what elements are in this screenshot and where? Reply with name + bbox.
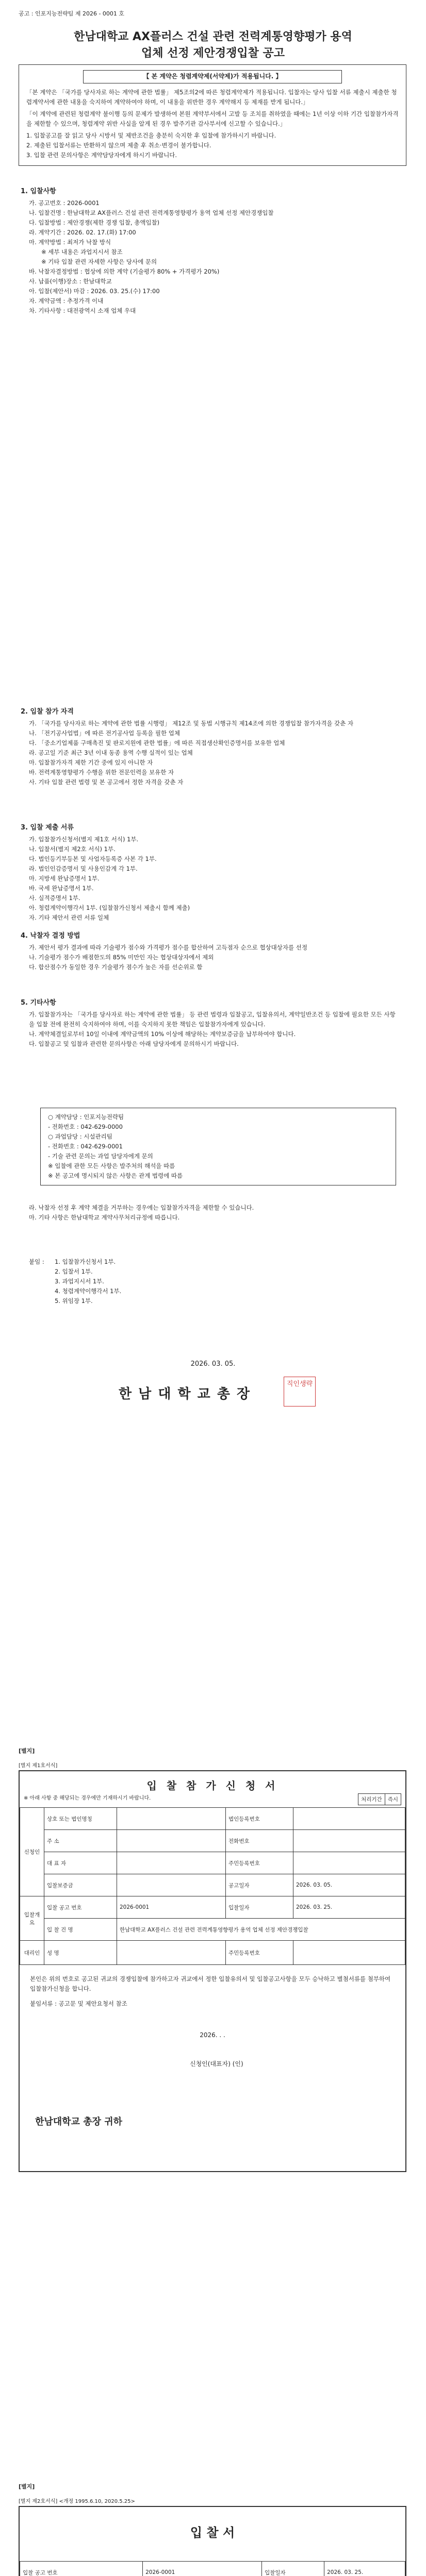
field-label: 전화번호 bbox=[226, 1830, 293, 1852]
field-value[interactable] bbox=[117, 1941, 226, 1965]
annex-label: [별지] bbox=[19, 1748, 35, 1754]
attachment-item: 2. 입찰서 1부. bbox=[55, 1267, 93, 1275]
list-item: 자. 기타 제안서 관련 서류 일체 bbox=[29, 913, 109, 921]
field-value: 2026. 03. 05. bbox=[293, 1874, 405, 1896]
list-item: 사. 실적증명서 1부. bbox=[29, 894, 80, 902]
form-number: [별지 제2호서식] <개정 1995.6.10, 2020.5.25> bbox=[19, 2499, 135, 2504]
attachment-item: 5. 위임장 1부. bbox=[55, 1297, 93, 1304]
notice-date: 2026. 03. 05. bbox=[190, 1360, 236, 1368]
integrity-banner: 【 본 계약은 청렴계약제(서약제)가 적용됩니다. 】 bbox=[83, 70, 342, 83]
list-item: ※ 기타 입찰 관련 자세한 사항은 당사에 문의 bbox=[41, 258, 157, 265]
list-item: 아. 청렴계약이행각서 1부. (입찰참가신청서 제출시 함께 제출) bbox=[29, 904, 190, 911]
list-item: 마. 지방세 완납증명서 1부. bbox=[29, 874, 100, 882]
contact-line: - 기술 관련 문의는 과업 담당자에게 문의 bbox=[48, 1152, 153, 1160]
list-item: 나. 「전기공사업법」에 따른 전기공사업 등록을 필한 업체 bbox=[29, 729, 180, 737]
list-item: 다. 입찰공고 및 입찰과 관련한 문의사항은 아래 담당자에게 문의하시기 바랍니다. bbox=[29, 1040, 239, 1047]
field-value[interactable] bbox=[293, 1852, 405, 1874]
field-label: 공고일자 bbox=[226, 1874, 293, 1896]
list-item: 나. 입찰건명 : 한남대학교 AX플러스 건설 관련 전력계통영향평가 용역 업체 선정 제안경쟁입찰 bbox=[29, 209, 274, 216]
field-label: 입찰일자 bbox=[262, 2562, 324, 2576]
attachments bbox=[29, 1257, 121, 1306]
title-line-2: 업체 선정 제안경쟁입찰 공고 bbox=[141, 46, 285, 60]
applicant-table bbox=[20, 1807, 405, 1965]
list-item: 나. 입찰서(별지 제2호 서식) 1부. bbox=[29, 845, 116, 853]
field-value[interactable] bbox=[293, 1808, 405, 1830]
form-title: 입 찰 서 bbox=[190, 2526, 235, 2540]
field-label: 주 소 bbox=[44, 1830, 117, 1852]
list-item: 라. 계약기간 : 2026. 02. 17.(화) 17:00 bbox=[29, 228, 136, 236]
list-item: ※ 세부 내용은 과업지시서 참조 bbox=[41, 248, 123, 256]
contact-line: ※ 입찰에 관한 모든 사항은 발주처의 해석을 따름 bbox=[48, 1162, 175, 1170]
field-value[interactable] bbox=[293, 1941, 405, 1965]
list-item: 아. 입찰(제안서) 마감 : 2026. 03. 25.(수) 17:00 bbox=[29, 287, 160, 295]
field-value[interactable] bbox=[117, 1830, 226, 1852]
list-item: 바. 전력계통영향평가 수행을 위한 전문인력을 보유한 자 bbox=[29, 768, 174, 776]
field-value: 2026-0001 bbox=[117, 1896, 226, 1919]
list-item: 다. 입찰방법 : 제안경쟁(제한 경쟁 입찰, 총액입찰) bbox=[29, 218, 160, 226]
field-value: 2026. 03. 25. bbox=[324, 2562, 405, 2576]
list-item: 사. 기타 입찰 관련 법령 및 본 공고에서 정한 자격을 갖춘 자 bbox=[29, 778, 184, 786]
field-value[interactable] bbox=[117, 1874, 226, 1896]
field-label: 입찰 공고 번호 bbox=[20, 2562, 143, 2576]
processing-period: 처리기간 즉시 bbox=[358, 1793, 401, 1805]
notice-number: 공고 : 인포지능전략팀 제 2026 - 0001 호 bbox=[19, 10, 125, 17]
attachment-item: 1. 입찰참가신청서 1부. bbox=[55, 1258, 116, 1265]
section-4-body bbox=[29, 943, 400, 972]
section-1-body bbox=[29, 198, 400, 316]
list-item: 자. 계약금액 : 추정가격 이내 bbox=[29, 297, 104, 304]
list-item: 바. 국세 완납증명서 1부. bbox=[29, 884, 94, 892]
section-5-closing bbox=[29, 1203, 400, 1223]
section-heading: 3. 입찰 제출 서류 bbox=[21, 824, 74, 832]
field-value[interactable] bbox=[293, 1830, 405, 1852]
field-label: 대 표 자 bbox=[44, 1852, 117, 1874]
attachment-item: 3. 과업지시서 1부. bbox=[55, 1277, 104, 1285]
list-item: 가. 제안서 평가 결과에 따라 기술평가 점수와 가격평가 점수를 합산하여 고득점자 순으로 협상대상자를 선정 bbox=[29, 944, 307, 951]
field-value: 한남대학교 AX플러스 건설 관련 전력계통영향평가 용역 업체 선정 제안경쟁입찰 bbox=[117, 1919, 405, 1941]
list-item: 마. 계약방법 : 최저가 낙찰 방식 bbox=[29, 238, 111, 246]
section-heading: 5. 기타사항 bbox=[21, 999, 56, 1007]
form-number: [별지 제1호서식] bbox=[19, 1763, 58, 1769]
list-item: 사. 납품(이행)장소 : 한남대학교 bbox=[29, 277, 112, 285]
contact-line: ※ 본 공고에 명시되지 않은 사항은 관계 법령에 따름 bbox=[48, 1172, 183, 1179]
list-item: 가. 입찰참가자는 「국가를 당사자로 하는 계약에 관한 법률」 등 관련 법령과 입찰공고, 입찰유의서, 계약일반조건 등 입찰에 필요한 모든 사항을 입찰 전에 완전히 숙지하여야 하며, 이를 숙지하지 못한 책임은 입찰참가자에게 있습니다. bbox=[29, 1011, 396, 1028]
field-label: 주민등록번호 bbox=[226, 1941, 293, 1965]
list-item: 나. 기술평가 점수가 배점한도의 85% 미만인 자는 협상대상자에서 제외 bbox=[29, 953, 214, 961]
section-heading: 4. 낙찰자 결정 방법 bbox=[21, 932, 80, 940]
page-title bbox=[21, 29, 405, 62]
field-value: 2026-0001 bbox=[143, 2562, 262, 2576]
intro-para: 1. 입찰공고를 잘 읽고 당사 시방서 및 제반조건을 충분히 숙지한 후 입찰에 참가하시기 바랍니다. bbox=[26, 131, 276, 139]
field-label: 성 명 bbox=[44, 1941, 117, 1965]
field-label: 입찰 공고 번호 bbox=[44, 1896, 117, 1919]
bid-form bbox=[19, 2506, 406, 2576]
intro-para: 2. 제출된 입찰서류는 반환하지 않으며 제출 후 취소·변경이 불가합니다. bbox=[26, 141, 211, 149]
contact-line: ○ 계약담당 : 인포지능전략팀 bbox=[48, 1113, 124, 1121]
list-item: 가. 「국가를 당사자로 하는 계약에 관한 법률 시행령」 제12조 및 동법 시행규칙 제14조에 의한 경쟁입찰 참가자격을 갖춘 자 bbox=[29, 720, 354, 727]
bid-table bbox=[20, 2561, 405, 2576]
form-date: 2026. . . bbox=[200, 2031, 225, 2039]
attachment-note: 붙임서류 : 공고문 및 제안요청서 참조 bbox=[30, 1999, 127, 2007]
field-label: 입찰일자 bbox=[226, 1896, 293, 1919]
row-group-label: 신청인 bbox=[20, 1808, 44, 1896]
form-footer: 한남대학교 총장 귀하 bbox=[35, 2116, 123, 2127]
field-label: 입찰보증금 bbox=[44, 1874, 117, 1896]
application-form bbox=[19, 1770, 406, 2172]
contact-line: - 전화번호 : 042-629-0000 bbox=[48, 1123, 123, 1130]
list-item: 라. 공고일 기준 최근 3년 이내 동종 용역 수행 실적이 있는 업체 bbox=[29, 749, 193, 756]
list-item: 라. 법인인감증명서 및 사용인감계 각 1부. bbox=[29, 865, 138, 872]
section-2-body bbox=[29, 719, 400, 787]
field-value: 2026. 03. 25. bbox=[293, 1896, 405, 1919]
intro-para: 「이 계약에 관련된 청렴계약 불이행 등의 문제가 발생하여 본원 계약부서에서 고발 등 조치를 취하였을 때에는 1년 이상 이하 기간 입찰참가자격을 제한할 수 있으며, 청렴계약 위반 사실을 알게 된 경우 발주기관 감사부서에 신고할 수 있습니다.」 bbox=[26, 110, 399, 127]
list-item: 다. 「중소기업제품 구매촉진 및 판로지원에 관한 법률」에 따른 직접생산확인증명서를 보유한 업체 bbox=[29, 739, 285, 747]
contact-box bbox=[40, 1108, 396, 1185]
list-item: 차. 기타사항 : 대전광역시 소재 업체 우대 bbox=[29, 307, 136, 314]
issuer-name: 한 남 대 학 교 총 장 bbox=[119, 1386, 251, 1402]
field-label: 상호 또는 법인명칭 bbox=[44, 1808, 117, 1830]
section-5-body bbox=[29, 1010, 400, 1049]
field-label: 법인등록번호 bbox=[226, 1808, 293, 1830]
title-line-1: 한남대학교 AX플러스 건설 관련 전력계통영향평가 용역 bbox=[74, 30, 352, 43]
attachment-item: 4. 청렴계약이행각서 1부. bbox=[55, 1287, 122, 1295]
section-heading: 1. 입찰사항 bbox=[21, 188, 56, 195]
row-group-label: 입찰개요 bbox=[20, 1896, 44, 1941]
list-item: 가. 공고번호 : 2026-0001 bbox=[29, 199, 100, 207]
list-item: 바. 낙찰자결정방법 : 협상에 의한 계약 (기술평가 80% + 가격평가 20%) bbox=[29, 267, 220, 275]
attachments-label: 붙임 : bbox=[29, 1258, 44, 1265]
list-item: 라. 낙찰자 선정 후 계약 체결을 거부하는 경우에는 입찰참가자격을 제한할 수 있습니다. bbox=[29, 1204, 254, 1211]
official-seal: 직인생략 bbox=[284, 1377, 316, 1406]
list-item: 마. 기타 사항은 한남대학교 계약사무처리규정에 따릅니다. bbox=[29, 1213, 180, 1221]
pledge-text: 본인은 위의 번호로 공고된 귀교의 경쟁입찰에 참가하고자 귀교에서 정한 입찰유의서 및 입찰공고사항을 모두 승낙하고 별첨서류를 첨부하여 입찰참가신청을 합니다. bbox=[30, 1975, 391, 1992]
list-item: 다. 합산점수가 동일한 경우 기술평가 점수가 높은 자를 선순위로 함 bbox=[29, 963, 203, 971]
intro-para: 「본 계약은 「국가를 당사자로 하는 계약에 관한 법률」 제5조의2에 따른 청렴계약제가 적용됩니다. 입찰자는 당사 입찰 서류 제출시 제출한 청렴계약서에 관한 내용을 숙지하여 계약하여야 하며, 이 내용을 위반한 경우 계약해지 등 제재를 받게 됩니다.」 bbox=[26, 88, 397, 106]
section-heading: 2. 입찰 참가 자격 bbox=[21, 708, 74, 716]
list-item: 다. 법인등기부등본 및 사업자등록증 사본 각 1부. bbox=[29, 855, 157, 862]
list-item: 마. 입찰참가자격 제한 기간 중에 있지 아니한 자 bbox=[29, 758, 153, 766]
form-title: 입 찰 참 가 신 청 서 bbox=[146, 1780, 278, 1792]
row-group-label: 대리인 bbox=[20, 1941, 44, 1965]
intro-box bbox=[19, 64, 406, 166]
intro-para: 3. 입찰 관련 문의사항은 계약담당자에게 하시기 바랍니다. bbox=[26, 151, 177, 159]
field-label: 입 찰 건 명 bbox=[44, 1919, 117, 1941]
field-label: 주민등록번호 bbox=[226, 1852, 293, 1874]
section-3-body bbox=[29, 835, 400, 923]
field-value[interactable] bbox=[117, 1808, 226, 1830]
annex-label: [별지] bbox=[19, 2483, 35, 2490]
list-item: 나. 계약체결일로부터 10일 이내에 계약금액의 10% 이상에 해당하는 계약보증금을 납부하여야 합니다. bbox=[29, 1030, 296, 1038]
signer-line: 신청인(대표자) (인) bbox=[190, 2060, 243, 2067]
contact-line: ○ 과업담당 : 시설관리팀 bbox=[48, 1132, 112, 1140]
field-value[interactable] bbox=[117, 1852, 226, 1874]
form-subtitle: ※ 아래 사항 중 해당되는 경우에만 기재하시기 바랍니다. bbox=[24, 1795, 151, 1801]
contact-line: - 전화번호 : 042-629-0001 bbox=[48, 1142, 123, 1150]
list-item: 가. 입찰참가신청서(별지 제1호 서식) 1부. bbox=[29, 836, 139, 843]
